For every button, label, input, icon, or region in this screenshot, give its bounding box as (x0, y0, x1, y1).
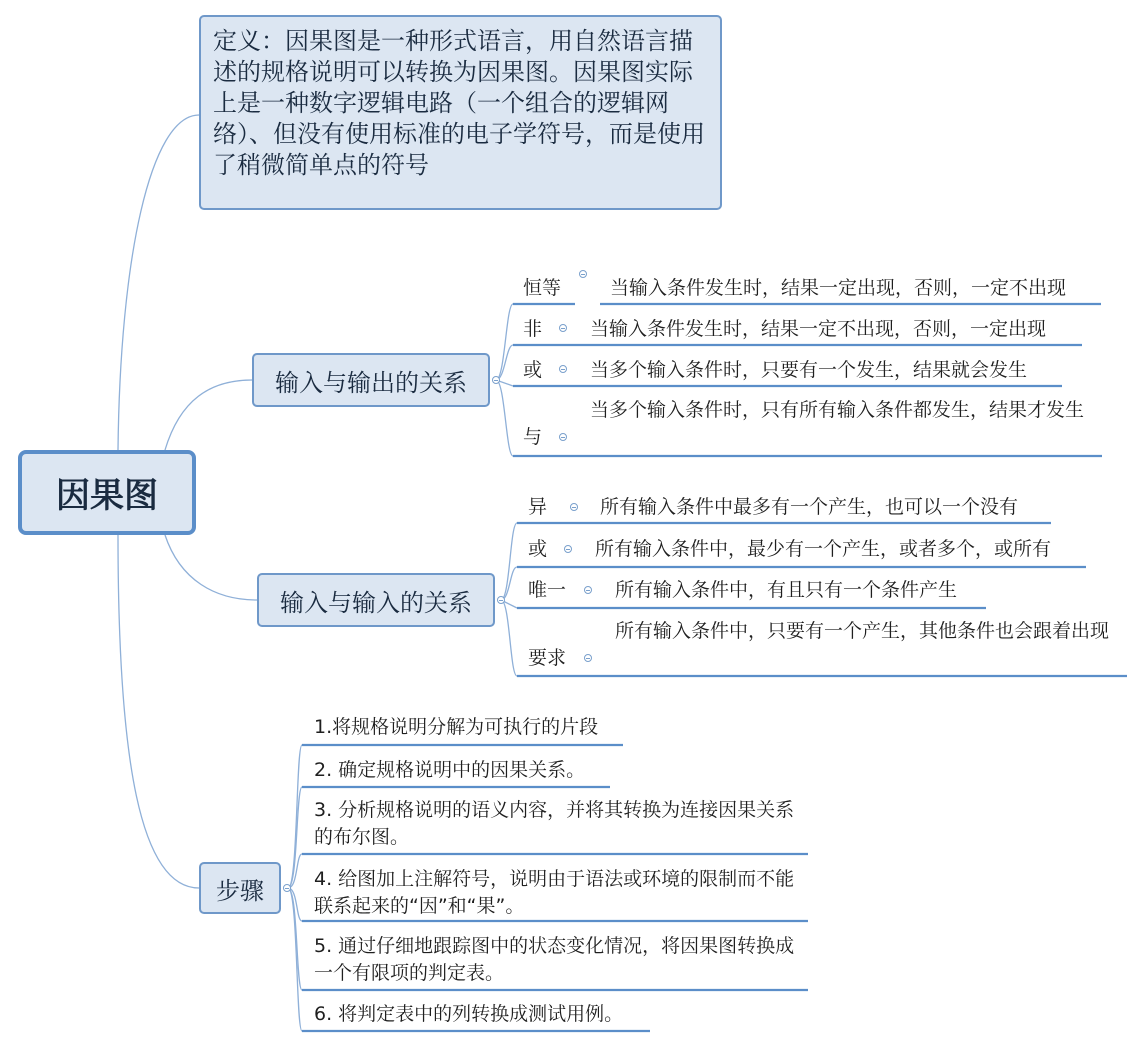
ii-item-name: 唯一 (528, 579, 567, 601)
collapse-icon[interactable] (497, 596, 505, 604)
io-item-desc: 当输入条件发生时，结果一定出现，否则，一定不出现 (610, 277, 1067, 299)
io-item-name: 或 (523, 359, 543, 381)
ii-item-desc: 所有输入条件中，有且只有一个条件产生 (615, 579, 958, 601)
io-relation-label: 输入与输出的关系 (275, 368, 467, 397)
root-node[interactable] (18, 450, 196, 535)
ii-item-desc: 所有输入条件中最多有一个产生，也可以一个没有 (600, 496, 1019, 518)
steps-node[interactable] (199, 862, 281, 914)
ii-relation-label: 输入与输入的关系 (280, 588, 472, 617)
io-item-desc: 当输入条件发生时，结果一定不出现，否则，一定出现 (590, 318, 1047, 340)
io-item-desc: 当多个输入条件时，只要有一个发生，结果就会发生 (590, 359, 1028, 381)
step-item: 3. 分析规格说明的语义内容，并将其转换为连接因果关系的布尔图。 (314, 799, 795, 848)
collapse-icon[interactable] (559, 433, 567, 441)
definition-text: 定义：因果图是一种形式语言，用自然语言描述的规格说明可以转换为因果图。因果图实际上是一种数字逻辑电路（一个组合的逻辑网络）、但没有使用标准的电子学符号，而是使用了稍微简单点的符号 (213, 27, 705, 179)
ii-item-name: 或 (528, 538, 548, 560)
ii-item-desc: 所有输入条件中，只要有一个产生，其他条件也会跟着出现 (615, 620, 1110, 642)
ii-item-desc: 所有输入条件中，最少有一个产生，或者多个，或所有 (595, 538, 1052, 560)
step-item: 1.将规格说明分解为可执行的片段 (314, 716, 599, 738)
ii-item-name: 要求 (528, 647, 567, 669)
collapse-icon[interactable] (492, 376, 500, 384)
io-item-name: 与 (523, 426, 543, 448)
collapse-icon[interactable] (559, 365, 567, 373)
collapse-icon[interactable] (579, 270, 587, 278)
collapse-icon[interactable] (283, 884, 291, 892)
step-item: 6. 将判定表中的列转换成测试用例。 (314, 1003, 624, 1025)
step-item: 2. 确定规格说明中的因果关系。 (314, 759, 586, 781)
collapse-icon[interactable] (584, 654, 592, 662)
io-item-name: 非 (523, 318, 543, 340)
collapse-icon[interactable] (570, 503, 578, 511)
definition-node[interactable] (199, 15, 722, 210)
ii-relation-node[interactable] (257, 573, 495, 627)
io-item-desc: 当多个输入条件时，只有所有输入条件都发生，结果才发生 (590, 399, 1085, 421)
collapse-icon[interactable] (584, 586, 592, 594)
steps-label: 步骤 (216, 876, 264, 905)
collapse-icon[interactable] (559, 324, 567, 332)
step-item: 4. 给图加上注解符号，说明由于语法或环境的限制而不能联系起来的“因”和“果”。 (314, 868, 795, 917)
ii-item-name: 异 (528, 496, 548, 518)
io-relation-node[interactable] (252, 353, 490, 407)
io-item-name: 恒等 (523, 277, 562, 299)
collapse-icon[interactable] (564, 545, 572, 553)
step-item: 5. 通过仔细地跟踪图中的状态变化情况，将因果图转换成一个有限项的判定表。 (314, 935, 795, 984)
root-label: 因果图 (56, 476, 158, 516)
